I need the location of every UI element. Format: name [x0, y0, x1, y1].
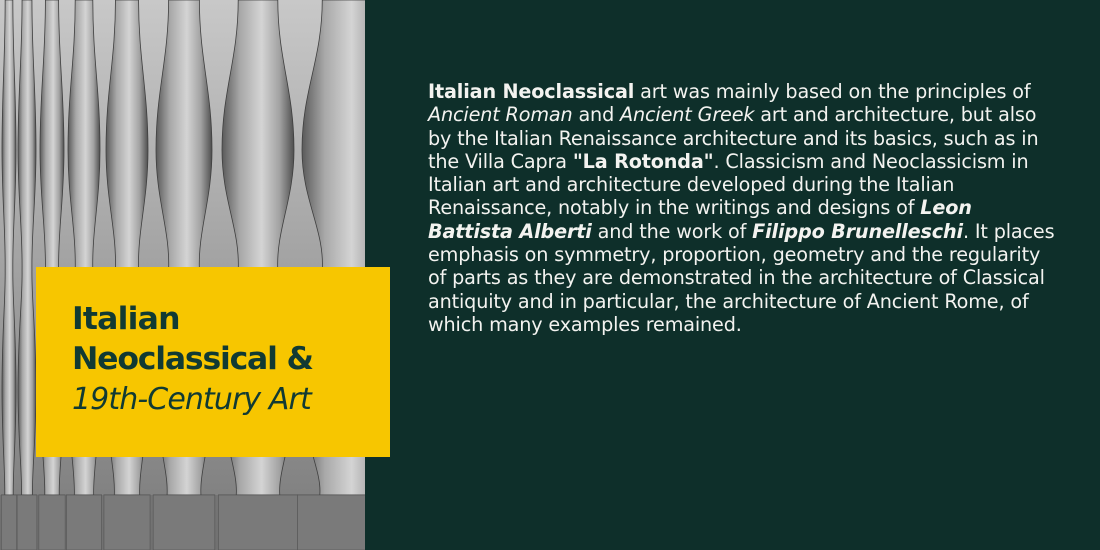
text-run: Ancient Roman — [428, 103, 573, 127]
description-text — [428, 80, 1058, 336]
text-run: art and architecture, but also by the Italian Renaissance architecture and its basics, such as in the Villa Capra — [428, 103, 1039, 173]
text-run: and — [572, 103, 621, 127]
text-run: . It places emphasis on symmetry, proportion, geometry and the regularity of parts as they are demonstrated in the architecture of Classical antiquity and in particular, the architecture of Ancient Rome, of which many examples remained. — [428, 219, 1055, 336]
text-run: Ancient Greek — [620, 103, 755, 127]
description-panel — [365, 0, 1100, 550]
text-run: . Classicism and Neoclassicism in Italian art and architecture developed during the Italian Renaissance, notably in the writings and designs of — [428, 149, 1029, 220]
text-run: "La Rotonda" — [572, 149, 714, 173]
title-line-3: 19th-Century Art — [72, 382, 311, 417]
title-card — [36, 267, 390, 457]
text-run: Filippo Brunelleschi — [752, 219, 963, 243]
title-line-1: Italian — [72, 301, 180, 337]
text-run: art was mainly based on the principles of — [634, 80, 1031, 103]
text-run: Italian Neoclassical — [428, 80, 635, 103]
text-run: Leon Battista Alberti — [428, 196, 972, 243]
text-run: and the work of — [591, 219, 753, 243]
title-line-2: Neoclassical & — [72, 341, 313, 377]
